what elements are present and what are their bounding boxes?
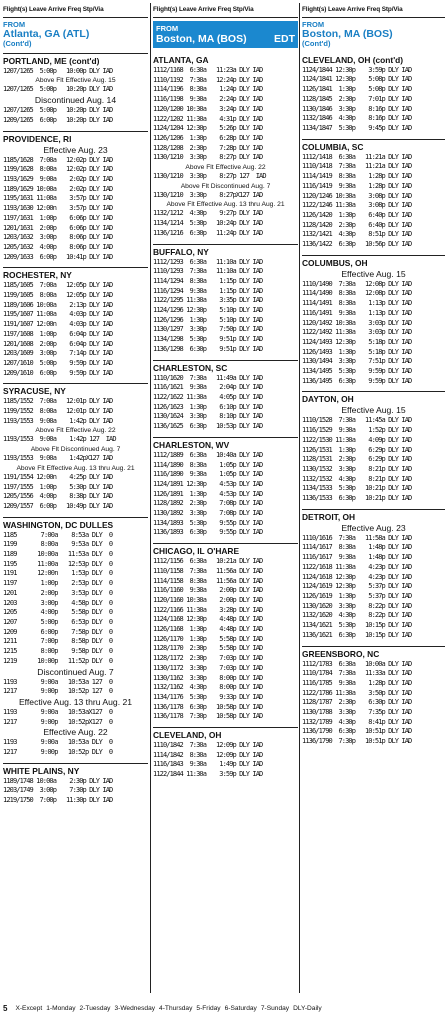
- schedule-note: Above Flt Effective Aug. 22: [185, 164, 266, 172]
- destination-section: [153, 360, 298, 432]
- destination-title: CLEVELAND, OH: [153, 727, 298, 741]
- flight-row: 1203/1749 3:00p 7:30p DLY IAD: [3, 786, 113, 795]
- destination-title: DAYTON, OH: [302, 391, 445, 405]
- flight-row: 1130/1210 3:30p 8:27pX127 IAD: [153, 190, 263, 199]
- flight-row: 1110/1784 7:30a 11:33a DLY IAD: [302, 669, 412, 678]
- page-number: 5: [3, 1004, 8, 1013]
- destination-section: [3, 53, 148, 126]
- flight-row: 1203 3:00p 4:58p DLY 0: [3, 598, 113, 607]
- from-origin-box: [153, 21, 298, 48]
- flight-row: 1132/1620 4:30p 8:22p DLY IAD: [302, 611, 412, 620]
- destination-section: [3, 131, 148, 263]
- destination-title: WHITE PLAINS, NY: [3, 763, 148, 777]
- flight-row: 1114/1196 8:30a 1:24p DLY IAD: [153, 85, 263, 94]
- destination-section: [302, 255, 445, 387]
- flight-row: 1116/1785 9:30a 1:28p DLY IAD: [302, 678, 412, 687]
- destination-title: PROVIDENCE, RI: [3, 131, 148, 145]
- flight-row: 1120/1246 10:30a 3:08p DLY IAD: [302, 191, 412, 200]
- destination-section: [153, 244, 298, 355]
- schedule-note: Above Flt Discontinued Aug. 7: [30, 446, 121, 454]
- flight-row: 1201/1631 2:00p 6:06p DLY IAD: [3, 223, 113, 232]
- flight-row: 1203/1632 3:00p 8:06p DLY IAD: [3, 233, 113, 242]
- flight-row: 1128/1845 2:30p 7:01p DLY IAD: [302, 94, 412, 103]
- flight-row: 1136/1533 6:30p 10:21p DLY IAD: [302, 494, 412, 503]
- flight-row: 1128/1172 2:30p 7:03p DLY IAD: [153, 654, 263, 663]
- flight-row: 1112/1418 6:30a 11:21a DLY IAD: [302, 152, 412, 161]
- flight-row: 1130/1892 3:30p 7:08p DLY IAD: [153, 509, 263, 518]
- destination-section: [3, 517, 148, 758]
- flight-row: 1191 12:00n 1:53p DLY 0: [3, 569, 113, 578]
- flight-row: 1130/1494 3:30p 7:51p DLY IAD: [302, 357, 412, 366]
- flight-row: 1185/1605 7:00a 12:05p DLY IAD: [3, 281, 113, 290]
- flight-row: 1112/1168 6:30a 11:23a DLY IAD: [153, 66, 263, 74]
- flight-row: 1122/1202 11:30a 4:31p DLY IAD: [153, 114, 263, 123]
- flight-row: 1191/1554 12:00n 4:25p DLY IAD: [3, 472, 113, 481]
- from-label: FROM: [156, 24, 179, 33]
- destination-section: [153, 727, 298, 780]
- flight-row: 1126/1420 1:30p 6:40p DLY IAD: [302, 210, 412, 219]
- flight-row: 1124/1891 12:30p 4:53p DLY IAD: [153, 479, 263, 488]
- flight-row: 1124/1844 12:30p 3:59p DLY IAD: [302, 65, 412, 74]
- schedule-note: Above Flt Effective Aug. 22: [35, 427, 116, 435]
- destination-title: CHICAGO, IL O'HARE: [153, 543, 298, 557]
- flight-row: 1130/1788 3:30p 7:35p DLY IAD: [302, 708, 412, 717]
- flight-row: 1185 7:00a 8:53a DLY 0: [3, 530, 113, 539]
- flight-row: 1128/1531 2:30p 6:29p DLY IAD: [302, 455, 412, 464]
- flight-row: 1185/1628 7:00a 12:02p DLY IAD: [3, 155, 113, 164]
- flight-row: 1114/1158 8:30a 11:56a DLY IAD: [153, 576, 263, 585]
- flight-row: 1134/1214 5:30p 10:24p DLY IAD: [153, 219, 263, 228]
- flight-row: 1110/1620 7:30a 11:49a DLY IAD: [153, 373, 263, 382]
- flight-row: 1116/1160 9:30a 2:00p DLY IAD: [153, 586, 263, 595]
- flight-row: 1199/1552 8:00a 12:01p DLY IAD: [3, 407, 113, 416]
- flight-row: 1124/1493 12:30p 5:18p DLY IAD: [302, 337, 412, 346]
- column-divider: [150, 3, 151, 993]
- flight-row: 1207/1265 5:00p 10:00p DLY IAD: [3, 66, 113, 75]
- destination-section: [153, 543, 298, 722]
- flight-row: 1217 9:00p 10:52pX127 0: [3, 717, 113, 726]
- flight-row: 1197/1555 1:00p 5:30p DLY IAD: [3, 482, 113, 491]
- flight-row: 1116/1529 9:30a 1:52p DLY IAD: [302, 426, 412, 435]
- destination-title: GREENSBORO, NC: [302, 646, 445, 660]
- flight-row: 1134/1621 5:30p 10:15p DLY IAD: [302, 621, 412, 630]
- destination-title: CHARLESTON, WV: [153, 437, 298, 451]
- flight-row: 1130/1297 3:30p 7:50p DLY IAD: [153, 325, 263, 334]
- flight-row: 1112/1156 6:30a 10:21a DLY IAD: [153, 557, 263, 566]
- flight-row: 1116/1294 9:30a 1:15p DLY IAD: [153, 286, 263, 295]
- flight-row: 1120/1200 10:30a 3:24p DLY IAD: [153, 104, 263, 113]
- legend-item: DLY-Daily: [293, 1005, 322, 1012]
- flight-row: 1189/1748 10:00a 2:30p DLY IAD: [3, 776, 113, 785]
- flight-row: 1207/1265 5:00p 10:20p DLY IAD: [3, 106, 113, 115]
- destination-title: CHARLESTON, SC: [153, 360, 298, 374]
- flight-row: 1132/1846 4:30p 8:16p DLY IAD: [302, 114, 412, 123]
- from-origin-block: [302, 21, 445, 48]
- flight-row: 1130/1172 3:30p 7:03p DLY IAD: [153, 663, 263, 672]
- destination-title: ROCHESTER, NY: [3, 267, 148, 281]
- flight-row: 1124/1204 12:30p 5:26p DLY IAD: [153, 124, 263, 133]
- flight-row: 1209/1633 6:00p 10:41p DLY IAD: [3, 252, 113, 261]
- destination-title: COLUMBUS, OH: [302, 255, 445, 269]
- flight-row: 1205/1556 4:00p 8:38p DLY IAD: [3, 492, 113, 501]
- flight-row: 1134/1893 5:30p 9:55p DLY IAD: [153, 518, 263, 527]
- flight-row: 1203/1609 3:00p 7:14p DLY IAD: [3, 349, 113, 358]
- schedule-note: Above Flt Effective Aug. 15: [35, 77, 116, 85]
- continued-label: (Cont'd): [3, 38, 32, 48]
- flight-row: 1136/1893 6:30p 9:55p DLY IAD: [153, 528, 263, 537]
- column-header: Flight(s) Leave Arrive Freq Stp/Via: [302, 3, 445, 18]
- flight-row: 1136/1178 6:30p 10:58p DLY IAD: [153, 702, 263, 711]
- flight-row: 1193 9:00a 10:53a 127 0: [3, 677, 113, 686]
- flight-row: 1126/1841 1:30p 5:08p DLY IAD: [302, 85, 412, 94]
- flight-row: 1116/1491 9:30a 1:13p DLY IAD: [302, 308, 412, 317]
- flight-row: 1122/1295 11:30a 3:35p DLY IAD: [153, 296, 263, 305]
- flight-row: 1110/1192 7:30a 12:24p DLY IAD: [153, 75, 263, 84]
- flight-row: 1197 1:00p 2:53p DLY 0: [3, 579, 113, 588]
- flight-row: 1114/1842 8:30a 12:09p DLY IAD: [153, 750, 263, 759]
- destination-section: [302, 139, 445, 250]
- flight-row: 1195/1631 11:00a 3:57p DLY IAD: [3, 194, 113, 203]
- destination-title: DETROIT, OH: [302, 509, 445, 523]
- effective-date-heading: Effective Aug. 15: [341, 405, 406, 416]
- flight-row: 1132/1162 4:30p 8:00p DLY IAD: [153, 683, 263, 692]
- flight-row: 1130/1532 3:30p 8:21p DLY IAD: [302, 464, 412, 473]
- effective-date-heading: Discontinued Aug. 7: [37, 666, 114, 677]
- flight-row: 1122/1166 11:30a 3:28p DLY IAD: [153, 605, 263, 614]
- destination-section: [302, 391, 445, 503]
- column-divider: [299, 3, 300, 993]
- flight-row: 1132/1532 4:30p 8:21p DLY IAD: [302, 474, 412, 483]
- flight-row: 1134/1176 5:30p 9:33p DLY IAD: [153, 692, 263, 701]
- flight-row: 1197/1631 1:00p 6:06p DLY IAD: [3, 213, 113, 222]
- destination-section: [153, 53, 298, 239]
- flight-row: 1114/1617 8:30a 1:48p DLY IAD: [302, 543, 412, 552]
- legend-item: 6-Saturday: [224, 1005, 257, 1012]
- schedule-note: Above Flt Discontinued Aug. 7: [180, 182, 271, 190]
- flight-row: 1122/1844 11:30a 3:59p DLY IAD: [153, 770, 263, 779]
- flight-row: 1116/1198 9:30a 2:24p DLY IAD: [153, 95, 263, 104]
- flight-row: 1134/1533 5:30p 10:21p DLY IAD: [302, 484, 412, 493]
- effective-date-heading: Effective Aug. 13 thru Aug. 21: [18, 696, 133, 707]
- column-header: Flight(s) Leave Arrive Freq Stp/Via: [3, 3, 148, 18]
- flight-row: 1199/1628 8:00a 12:02p DLY IAD: [3, 165, 113, 174]
- effective-date-heading: Effective Aug. 23: [341, 522, 406, 533]
- flight-row: 1136/1790 7:30p 10:51p DLY IAD: [302, 737, 412, 746]
- flight-row: 1122/1492 11:30a 3:03p DLY IAD: [302, 328, 412, 337]
- flight-row: 1126/1170 1:30p 5:58p DLY IAD: [153, 634, 263, 643]
- effective-date-heading: Effective Aug. 15: [341, 268, 406, 279]
- flight-row: 1124/1619 12:30p 5:37p DLY IAD: [302, 582, 412, 591]
- from-label: FROM: [302, 20, 325, 29]
- flight-row: 1193 9:00a 10:53a DLY 0: [3, 738, 113, 747]
- flight-row: 1217 9:00p 10:52p 127 0: [3, 687, 113, 696]
- flight-row: 1201/1608 2:00p 6:04p DLY IAD: [3, 339, 113, 348]
- flight-row: 1126/1891 1:30p 4:53p DLY IAD: [153, 489, 263, 498]
- flight-row: 1110/1616 7:30a 11:58a DLY IAD: [302, 533, 412, 542]
- flight-row: 1110/1842 7:30a 12:09p DLY IAD: [153, 741, 263, 750]
- flight-row: 1122/1786 11:30a 3:50p DLY IAD: [302, 688, 412, 697]
- destination-section: [3, 763, 148, 806]
- flight-row: 1112/1889 6:30a 10:40a DLY IAD: [153, 450, 263, 459]
- origin-city: Boston, MA (BOS): [302, 27, 393, 40]
- flight-row: 1116/1843 9:30a 1:49p DLY IAD: [153, 760, 263, 769]
- flight-row: 1132/1421 4:30p 8:51p DLY IAD: [302, 230, 412, 239]
- legend-item: 1-Monday: [46, 1005, 76, 1012]
- flight-row: 1124/1618 12:30p 4:23p DLY IAD: [302, 572, 412, 581]
- from-origin-row: [156, 33, 295, 45]
- timezone-label: EDT: [274, 33, 295, 45]
- flight-row: 1193/1553 9:00a 1:42p DLY IAD: [3, 416, 113, 425]
- flight-row: 1122/1618 11:30a 4:23p DLY IAD: [302, 562, 412, 571]
- flight-row: 1116/1617 9:30a 1:48p DLY IAD: [302, 553, 412, 562]
- flight-row: 1199 8:00a 9:53a DLY 0: [3, 540, 113, 549]
- flight-row: 1207/1265 5:00p 10:20p DLY IAD: [3, 85, 113, 94]
- destination-title: BUFFALO, NY: [153, 244, 298, 258]
- flight-row: 1205/1632 4:00p 8:06p DLY IAD: [3, 242, 113, 251]
- flight-row: 1195/1607 11:00a 4:03p DLY IAD: [3, 310, 113, 319]
- flight-row: 1215 8:00p 9:58p DLY 0: [3, 647, 113, 656]
- flight-row: 1191/1607 12:00n 4:03p DLY IAD: [3, 320, 113, 329]
- flight-row: 1128/1170 2:30p 5:58p DLY IAD: [153, 644, 263, 653]
- flight-row: 1136/1621 6:30p 10:15p DLY IAD: [302, 630, 412, 639]
- flight-row: 1197/1608 1:00p 6:04p DLY IAD: [3, 329, 113, 338]
- flight-row: 1207 5:00p 6:53p DLY 0: [3, 618, 113, 626]
- flight-row: 1130/1846 3:30p 8:16p DLY IAD: [302, 104, 412, 113]
- flight-row: 1126/1623 1:30p 6:10p DLY IAD: [153, 402, 263, 411]
- flight-row: 1124/1296 12:30p 5:10p DLY IAD: [153, 306, 263, 315]
- flight-row: 1110/1490 7:30a 12:08p DLY IAD: [302, 279, 412, 288]
- flight-row: 1116/1621 9:30a 2:04p DLY IAD: [153, 383, 263, 392]
- flight-row: 1193/1553 9:00a 1:42pX127 IAD: [3, 454, 113, 463]
- flight-row: 1130/1620 3:30p 8:22p DLY IAD: [302, 601, 412, 610]
- flight-row: 1132/1212 4:30p 9:27p DLY IAD: [153, 209, 263, 218]
- flight-row: 1193/1630 12:00n 3:57p DLY IAD: [3, 204, 113, 213]
- continued-label: (Cont'd): [302, 38, 331, 48]
- destination-section: [302, 509, 445, 641]
- effective-date-heading: Effective Aug. 23: [43, 144, 108, 155]
- flight-row: 1124/1841 12:30p 5:08p DLY IAD: [302, 75, 412, 84]
- legend-item: X-Except: [15, 1005, 43, 1012]
- flight-row: 1122/1530 11:30a 4:09p DLY IAD: [302, 435, 412, 444]
- flight-row: 1130/1210 3:30p 8:27p 127 IAD: [153, 172, 266, 181]
- flight-row: 1126/1619 1:30p 5:37p DLY IAD: [302, 592, 412, 600]
- flight-row: 1114/1491 8:30a 1:13p DLY IAD: [302, 299, 412, 308]
- legend-item: 2-Tuesday: [79, 1005, 111, 1012]
- flight-row: 1110/1528 7:30a 11:45a DLY IAD: [302, 416, 412, 425]
- flight-row: 1219 10:00p 11:52p DLY 0: [3, 656, 113, 665]
- flight-row: 1136/1216 6:30p 11:24p DLY IAD: [153, 228, 263, 237]
- flight-row: 1209/1265 6:00p 10:20p DLY IAD: [3, 115, 113, 124]
- flight-row: 1120/1160 10:30a 2:00p DLY IAD: [153, 595, 263, 604]
- flight-row: 1136/1178 7:30p 10:58p DLY IAD: [153, 712, 263, 721]
- flight-row: 1114/1490 8:30a 12:08p DLY IAD: [302, 289, 412, 298]
- flight-row: 1120/1492 10:30a 3:03p DLY IAD: [302, 318, 412, 327]
- flight-row: 1116/1419 9:30a 1:28p DLY IAD: [302, 181, 412, 190]
- flight-row: 1124/1168 12:30p 4:48p DLY IAD: [153, 615, 263, 624]
- flight-row: 1209/1610 6:00p 9:59p DLY IAD: [3, 368, 113, 377]
- flight-row: 1112/1783 6:30a 10:00a DLY IAD: [302, 659, 412, 668]
- flight-row: 1207/1610 5:00p 9:59p DLY IAD: [3, 358, 113, 367]
- from-origin-block: [3, 21, 148, 48]
- effective-date-heading: Effective Aug. 22: [43, 727, 108, 738]
- flight-row: 1134/1847 5:30p 9:45p DLY IAD: [302, 123, 412, 132]
- flight-row: 1126/1168 1:30p 4:48p DLY IAD: [153, 625, 263, 634]
- destination-section: [302, 646, 445, 747]
- flight-row: 1136/1790 6:30p 10:51p DLY IAD: [302, 727, 412, 736]
- destination-section: [302, 53, 445, 134]
- flight-row: 1130/1624 3:30p 8:10p DLY IAD: [153, 412, 263, 421]
- legend-item: 4-Thursday: [159, 1005, 193, 1012]
- origin-city: Boston, MA (BOS): [156, 33, 247, 45]
- flight-row: 1132/1789 4:30p 8:41p DLY IAD: [302, 717, 412, 726]
- flight-row: 1116/1890 9:30a 1:05p DLY IAD: [153, 470, 263, 479]
- destination-title: PORTLAND, ME (cont'd): [3, 53, 148, 67]
- column-header: Flight(s) Leave Arrive Freq Stp/Via: [153, 3, 298, 18]
- flight-row: 1205 4:00p 5:58p DLY 0: [3, 608, 113, 617]
- flight-row: 1110/1418 7:30a 11:21a DLY IAD: [302, 162, 412, 171]
- flight-row: 1134/1495 5:30p 9:59p DLY IAD: [302, 367, 412, 376]
- destination-section: [153, 437, 298, 538]
- flight-row: 1130/1210 3:30p 8:27p DLY IAD: [153, 153, 263, 162]
- flight-row: 1128/1787 2:30p 6:30p DLY IAD: [302, 698, 412, 707]
- flight-row: 1110/1158 7:30a 11:56a DLY IAD: [153, 566, 263, 575]
- legend-item: 5-Friday: [196, 1005, 221, 1012]
- effective-date-heading: Discontinued Aug. 14: [34, 95, 117, 106]
- from-label: FROM: [3, 20, 26, 29]
- flight-row: 1211 7:00p 8:58p DLY 0: [3, 637, 113, 646]
- flight-row: 1130/1162 3:30p 8:00p DLY IAD: [153, 673, 263, 682]
- flight-row: 1193/1629 9:00a 2:02p DLY IAD: [3, 174, 113, 183]
- origin-city: Atlanta, GA (ATL): [3, 27, 90, 40]
- destination-title: CLEVELAND, OH (cont'd): [302, 54, 404, 65]
- flight-row: 1136/1625 6:30p 10:53p DLY IAD: [153, 422, 263, 431]
- flight-row: 1134/1298 5:30p 9:51p DLY IAD: [153, 335, 263, 344]
- flight-row: 1193/1553 9:00a 1:42p 127 IAD: [3, 435, 116, 444]
- column-1: [3, 3, 148, 993]
- flight-row: 1128/1892 2:30p 7:08p DLY IAD: [153, 499, 263, 508]
- column-2: [153, 3, 298, 993]
- flight-row: 1209/1557 6:00p 10:49p DLY IAD: [3, 501, 113, 510]
- flight-row: 1114/1890 8:30a 1:05p DLY IAD: [153, 460, 263, 469]
- destination-section: [3, 383, 148, 511]
- flight-row: 1126/1493 1:30p 5:18p DLY IAD: [302, 347, 412, 356]
- flight-row: 1122/1622 11:30a 4:05p DLY IAD: [153, 392, 263, 401]
- destination-title: WASHINGTON, DC DULLES: [3, 517, 148, 531]
- flight-row: 1128/1420 2:30p 6:40p DLY IAD: [302, 220, 412, 229]
- destination-title: ATLANTA, GA: [153, 55, 209, 65]
- flight-row: 1209 6:00p 7:58p DLY 0: [3, 627, 113, 636]
- flight-row: 1136/1495 6:30p 9:59p DLY IAD: [302, 376, 412, 385]
- flight-row: 1126/1296 1:30p 5:10p DLY IAD: [153, 315, 263, 324]
- destination-section: [3, 267, 148, 378]
- flight-row: 1189 10:00a 11:53a DLY 0: [3, 550, 113, 559]
- flight-row: 1110/1293 7:30a 11:10a DLY IAD: [153, 267, 263, 276]
- flight-row: 1193 9:00a 10:53aX127 0: [3, 707, 113, 716]
- destination-title: SYRACUSE, NY: [3, 383, 148, 397]
- legend-item: 7-Sunday: [260, 1005, 290, 1012]
- flight-row: 1126/1531 1:30p 6:29p DLY IAD: [302, 445, 412, 454]
- column-3: [302, 3, 445, 993]
- timetable-page: [3, 3, 445, 1003]
- flight-row: 1136/1422 6:30p 10:56p DLY IAD: [302, 240, 412, 249]
- flight-row: 1114/1419 8:30a 1:28p DLY IAD: [302, 172, 412, 181]
- flight-row: 1195 11:00a 12:53p DLY 0: [3, 559, 113, 568]
- schedule-note: Above Flt Effective Aug. 13 thru Aug. 21: [16, 464, 135, 472]
- flight-row: 1185/1552 7:00a 12:01p DLY IAD: [3, 397, 113, 406]
- flight-row: 1199/1605 8:00a 12:05p DLY IAD: [3, 291, 113, 300]
- flight-row: 1217 9:00p 10:52p DLY 0: [3, 748, 113, 757]
- flight-row: 1126/1206 1:30p 6:28p DLY IAD: [153, 133, 263, 142]
- flight-row: 1128/1208 2:30p 7:28p DLY IAD: [153, 143, 263, 152]
- footer-legend: [3, 1003, 445, 1015]
- destination-title: COLUMBIA, SC: [302, 139, 445, 153]
- flight-row: 1136/1298 6:30p 9:51p DLY IAD: [153, 344, 263, 353]
- flight-row: 1201 2:00p 3:53p DLY 0: [3, 588, 113, 597]
- legend-item: 3-Wednesday: [114, 1005, 156, 1012]
- schedule-note: Above Flt Effective Aug. 13 thru Aug. 21: [166, 201, 285, 209]
- flight-row: 1219/1750 7:00p 11:30p DLY IAD: [3, 796, 113, 805]
- flight-row: 1122/1246 11:30a 3:08p DLY IAD: [302, 201, 412, 210]
- flight-row: 1114/1294 8:30a 1:15p DLY IAD: [153, 276, 263, 285]
- flight-row: 1189/1606 10:00a 2:13p DLY IAD: [3, 300, 113, 309]
- flight-row: 1112/1293 6:30a 11:10a DLY IAD: [153, 257, 263, 266]
- flight-row: 1189/1629 10:00a 2:02p DLY IAD: [3, 184, 113, 193]
